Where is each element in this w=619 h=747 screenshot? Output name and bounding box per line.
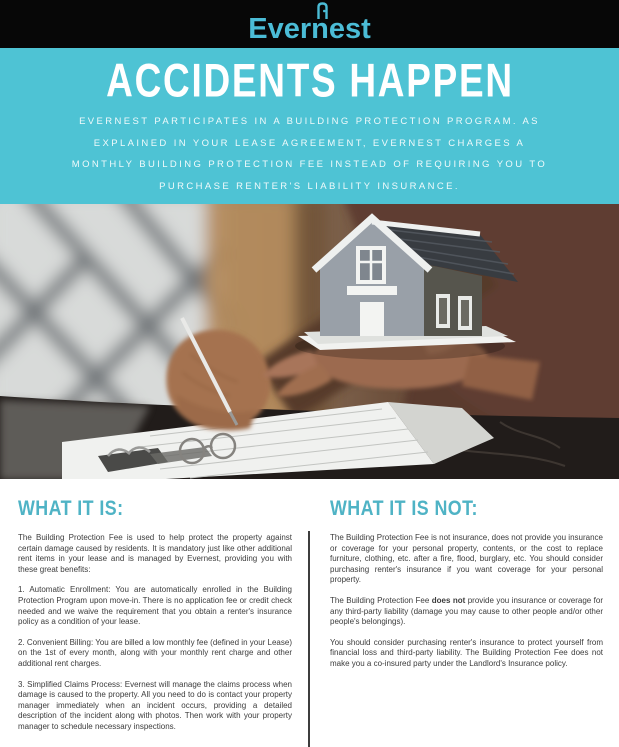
what-it-is-not-body: [330, 533, 603, 670]
banner-subtitle-line: PURCHASE RENTER'S LIABILITY INSURANCE.: [159, 180, 460, 192]
photo: [0, 204, 619, 479]
brand-wordmark: Evernest: [248, 13, 371, 45]
what-it-is-column: [18, 498, 292, 743]
lease-signing-photo-illustration: [0, 204, 619, 479]
banner-subtitle-line: MONTHLY BUILDING PROTECTION FEE INSTEAD OF REQUIRING YOU TO: [71, 159, 548, 170]
what-it-is-body: [18, 533, 292, 733]
body-paragraph: 1. Automatic Enrollment: You are automatically enrolled in the Building Protection Program upon move-in. There is no application fee or credit check needed and we waive the requirement that you obtain a renter's insurance policy as a condition of your lease.: [18, 585, 292, 627]
body-paragraph: The Building Protection Fee does not provide you insurance or coverage for any third-party liability (damage you may cause to other people and/or other people's belongings).: [330, 595, 603, 627]
body-paragraph: 2. Convenient Billing: You are billed a low monthly fee (defined in your Lease) on the 1st of every month, along with your monthly rent charge and other additional rent charges.: [18, 637, 292, 668]
what-it-is-not-column: [330, 498, 603, 743]
what-it-is-heading: WHAT IT IS:: [18, 497, 124, 520]
body-paragraph: The Building Protection Fee is used to help protect the property against certain damage caused by residents. It is mandatory just like other additional rent items in your lease and is managed by Evernest, providing you with these great benefits:: [18, 533, 292, 574]
header-bar: [0, 0, 619, 48]
body-paragraph: You should consider purchasing renter's insurance to protect yourself from financial loss and third-party liability. The Building Protection Fee does not make you a co-insured party under the Landlord's Insurance policy.: [330, 637, 603, 668]
body-paragraph: 3. Simplified Claims Process: Evernest will manage the claims process when damage is caused to the property. All you need to do is contact your property manager immediately when an incident occurs, providing a detailed description of the incident along with photos. Then work with your property manager to schedule necessary inspections.: [18, 679, 292, 731]
what-it-is-not-heading: WHAT IT IS NOT:: [330, 497, 478, 520]
banner: [0, 48, 619, 204]
column-divider: [308, 531, 310, 747]
banner-subtitle-line: EXPLAINED IN YOUR LEASE AGREEMENT, EVERNEST CHARGES A: [93, 137, 526, 149]
banner-title: ACCIDENTS HAPPEN: [105, 54, 514, 108]
evernest-logo: [230, 1, 390, 47]
banner-subtitle: [0, 111, 619, 197]
banner-subtitle-line: EVERNEST PARTICIPATES IN A BUILDING PROTECTION PROGRAM. AS: [79, 116, 540, 127]
body-paragraph: The Building Protection Fee is not insurance, does not provide you insurance or coverage for your personal property, contents, or the cost to replace furniture, clothing, etc. after a fire, flood, burglary, etc. You should consider purchasing renter's insurance if you want coverage for your personal property.: [330, 533, 603, 585]
